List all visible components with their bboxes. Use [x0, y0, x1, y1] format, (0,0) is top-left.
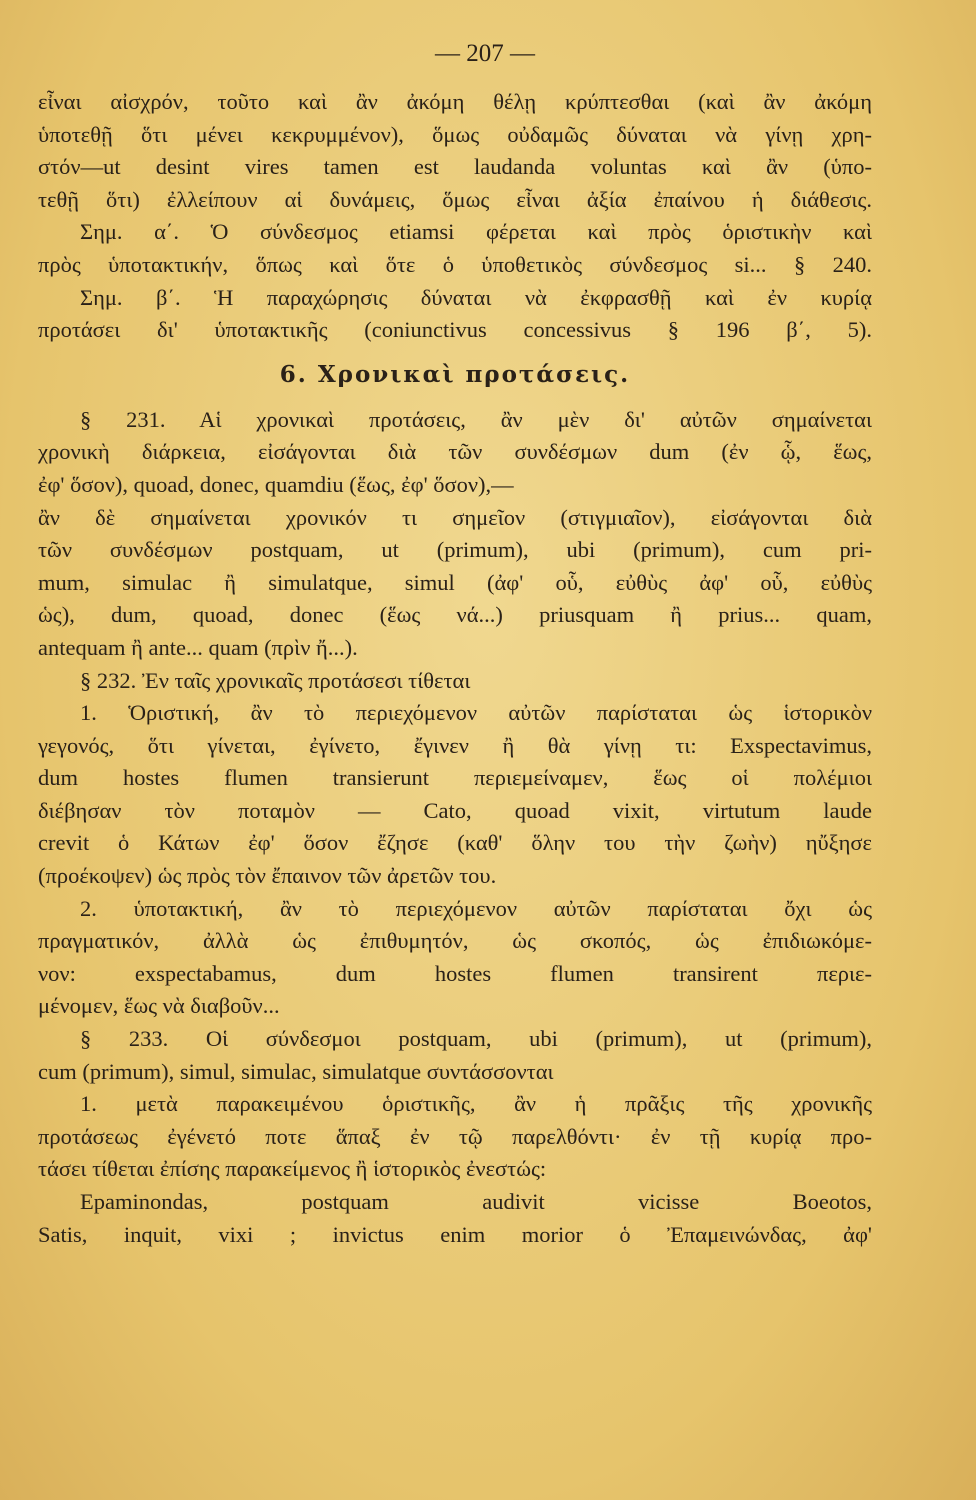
text-line: § 231. Αἱ χρονικαὶ προτάσεις, ἂν μὲν δι' αὐτῶν σημαίνεται [80, 406, 872, 432]
text-line: ἐφ' ὅσον), quoad, donec, quamdiu (ἕως, ἐφ' ὅσον),— [38, 471, 514, 497]
text-line: § 232. Ἐν ταῖς χρονικαῖς προτάσεσι τίθεται [80, 667, 471, 693]
text-line: πρὸς ὑποτακτικήν, ὅπως καὶ ὅτε ὁ ὑποθετικὸς σύνδεσμος si... § 240. [38, 251, 872, 277]
text-block-after [38, 404, 872, 1251]
text-line: 1. μετὰ παρακειμένου ὁριστικῆς, ἂν ἡ πρᾶξις τῆς χρονικῆς [80, 1091, 872, 1117]
text-line: προτάσεως ἐγένετό ποτε ἅπαξ ἐν τῷ παρελθόντι· ἐν τῇ κυρίᾳ προ- [38, 1123, 872, 1149]
section-heading: 6. Χρονικαὶ προτάσεις. [279, 360, 631, 388]
text-line: dum hostes flumen transierunt περιεμείναμεν, ἕως οἱ πολέμιοι [38, 765, 872, 791]
text-line: Satis, inquit, vixi ; invictus enim morior ὁ Ἐπαμεινώνδας, ἀφ' [38, 1221, 872, 1247]
text-line: antequam ἢ ante... quam (πρὶν ἤ...). [38, 634, 358, 660]
text-line: 2. ὑποτακτική, ἂν τὸ περιεχόμενον αὐτῶν παρίσταται ὄχι ὡς [80, 895, 872, 921]
text-line: 1. Ὁριστική, ἂν τὸ περιεχόμενον αὐτῶν παρίσταται ὡς ἱστορικὸν [80, 700, 872, 726]
text-line: νον: exspectabamus, dum hostes flumen transirent περιε- [38, 960, 872, 986]
text-block-before [38, 86, 872, 347]
text-line: crevit ὁ Κάτων ἐφ' ὅσον ἔζησε (καθ' ὅλην του τὴν ζωὴν) ηὔξησε [38, 830, 872, 856]
text-line: ὑποτεθῇ ὅτι μένει κεκρυμμένον), ὅμως οὐδαμῶς δύναται νὰ γίνῃ χρη- [38, 121, 872, 147]
text-line: Epaminondas, postquam audivit vicisse Boeotos, [80, 1189, 872, 1214]
text-line: στόν—ut desint vires tamen est laudanda voluntas καὶ ἂν (ὑπο- [38, 154, 872, 180]
text-line: προτάσει δι' ὑποτακτικῆς (coniunctivus concessivus § 196 β΄, 5). [38, 317, 872, 343]
text-line: Σημ. α΄. Ὁ σύνδεσμος etiamsi φέρεται καὶ πρὸς ὁριστικὴν καὶ [80, 219, 872, 245]
text-line: ὡς), dum, quoad, donec (ἕως νά...) priusquam ἢ prius... quam, [38, 602, 872, 628]
text-line: πραγματικόν, ἀλλὰ ὡς ἐπιθυμητόν, ὡς σκοπός, ὡς ἐπιδιωκόμε- [38, 928, 872, 954]
text-line: χρονικὴ διάρκεια, εἰσάγονται διὰ τῶν συνδέσμων dum (ἐν ᾧ, ἕως, [38, 439, 872, 465]
text-line: § 233. Οἱ σύνδεσμοι postquam, ubi (primum), ut (primum), [80, 1026, 872, 1052]
text-line: cum (primum), simul, simulac, simulatque συντάσσονται [38, 1058, 554, 1084]
text-line: τῶν συνδέσμων postquam, ut (primum), ubi (primum), cum pri- [38, 537, 872, 563]
text-line: mum, simulac ἢ simulatque, simul (ἀφ' οὗ, εὐθὺς ἀφ' οὗ, εὐθὺς [38, 569, 872, 595]
text-line: διέβησαν τὸν ποταμὸν — Cato, quoad vixit, virtutum laude [38, 797, 872, 823]
text-line: ἂν δὲ σημαίνεται χρονικόν τι σημεῖον (στιγμιαῖον), εἰσάγονται διὰ [38, 504, 872, 530]
text-line: τεθῇ ὅτι) ἐλλείπουν αἱ δυνάμεις, ὅμως εἶναι ἀξία ἐπαίνου ἡ διάθεσις. [38, 186, 872, 212]
text-line: γεγονός, ὅτι γίνεται, ἐγίνετο, ἔγινεν ἢ θὰ γίνῃ τι: Exspectavimus, [38, 732, 872, 758]
page-number: — 207 — [435, 40, 535, 67]
text-line: μένομεν, ἕως νὰ διαβοῦν... [38, 993, 280, 1019]
text-line: τάσει τίθεται ἐπίσης παρακείμενος ἢ ἱστορικὸς ἐνεστώς: [38, 1156, 547, 1182]
text-line: εἶναι αἰσχρόν, τοῦτο καὶ ἂν ἀκόμη θέλῃ κρύπτεσθαι (καὶ ἂν ἀκόμη [38, 89, 872, 114]
text-line: Σημ. β΄. Ἡ παραχώρησις δύναται νὰ ἐκφρασθῇ καὶ ἐν κυρίᾳ [80, 284, 872, 310]
text-line: (προέκοψεν) ὡς πρὸς τὸν ἔπαινον τῶν ἀρετῶν του. [38, 863, 497, 889]
